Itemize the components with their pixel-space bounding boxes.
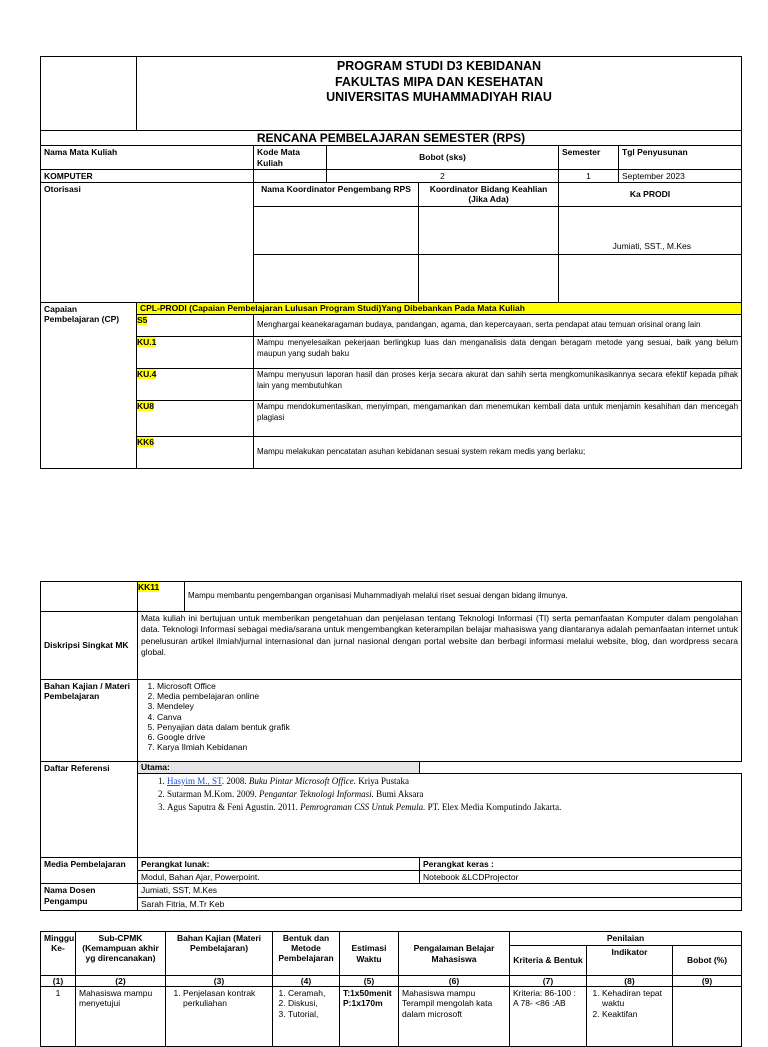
koordinator-label: Nama Koordinator Pengembang RPS [254,182,419,206]
cp-row [41,314,742,336]
lunak-value: Modul, Bahan Ajar, Powerpoint. [138,871,420,884]
list-item: 1. Ceramah, [288,988,336,998]
referensi-cell [138,774,742,858]
cp-code: KU.4 [137,368,157,379]
list-item: 5. Penyajian data dalam bentuk grafik [157,722,738,732]
col-bentuk: Bentuk dan Metode Pembelajaran [273,932,340,976]
col-pengalaman: Pengalaman Belajar Mahasiswa [399,932,510,976]
tgl-label: Tgl Penyusunan [619,146,742,169]
tgl-value: September 2023 [619,169,742,182]
col-penilaian: Penilaian [510,932,742,946]
bahan-list [141,681,738,752]
col-num: (3) [166,976,273,987]
col-bobot: Bobot (%) [673,946,742,976]
deskripsi-text: Mata kuliah ini bertujuan untuk memberikan pengetahuan dan penjelasan tentang Teknologi Informasi (TI) serta pemanfaatan Komputer dalam pengolahan data. Teknologi Informasi sebagai media/sarana untuk mengembangkan keterampilan belajar mahasiswa yang diantaranya adalah pemanfaatan internet untuk penelusuran artikel ilmiah/jurnal internasional dan jurnal nasional dengan portal website dan berbagi informasi melalui website, blog, dan wordpress secara global. [138,612,742,680]
kriteria-text: Kriteria: 86-100 : A 78- <86 :AB [510,987,587,1047]
col-num: (9) [673,976,742,987]
cpl-prodi-header: CPL-PRODI (Capaian Pembelajaran Lulusan Program Studi)Yang Dibebankan Pada Mata Kuliah [137,302,742,314]
col-num: (8) [587,976,673,987]
list-item: 2. Diskusi, [288,998,336,1008]
university-name: UNIVERSITAS MUHAMMADIYAH RIAU [326,90,552,105]
bahan-cell [138,680,742,762]
list-item: 7. Karya Ilmiah Kebidanan [157,742,738,752]
col-num: (5) [340,976,399,987]
cp-row [41,400,742,436]
rps-header-table [40,56,742,469]
cp-text: Menghargai keanekaragaman budaya, pandangan, agama, dan kepercayaan, serta pendapat atau temuan orisinal orang lain [254,314,742,336]
nama-mk-label: Nama Mata Kuliah [41,146,254,169]
keras-value: Notebook &LCDProjector [420,871,742,884]
referensi-label: Daftar Referensi [41,762,138,858]
cp-label-continued [41,582,138,612]
otorisasi-label: Otorisasi [41,182,254,302]
semester-value: 1 [559,169,619,182]
utama-label: Utama: [138,762,420,774]
col-kriteria: Kriteria & Bentuk [510,946,587,976]
koordinator-bidang-label: Koordinator Bidang Keahlian (Jika Ada) [419,182,559,206]
cp-code: KK6 [137,436,155,447]
cp-text: Mampu menyelesaikan pekerjaan berlingkup luas dan menganalisis data dengan beragam metode yang sesuai, baik yang belum maupun yang sudah baku [254,336,742,368]
bahan-label: Bahan Kajian / Materi Pembelajaran [41,680,138,762]
ref1-author-link[interactable]: Hasyim M., ST [167,776,222,786]
dosen-2: Sarah Fitria, M.Tr Keb [138,897,742,910]
bobot-value: 2 [327,169,559,182]
cp-text: Mampu menyusun laporan hasil dan proses kerja secara akurat dan sahih serta mengkomunikasikannya secara efektif kepada pihak lain yang membutuhkan [254,368,742,400]
list-item: 1. Penjelasan kontrak perkuliahan [183,988,269,1008]
logo-cell [41,57,137,131]
cp-code: KK11 [138,582,160,592]
col-num: (2) [76,976,166,987]
table-row [41,987,742,1047]
program-name: PROGRAM STUDI D3 KEBIDANAN [336,59,542,73]
cp-code: KU.1 [137,336,157,347]
keras-label: Perangkat keras : [420,858,742,871]
cp-text: Mampu melakukan pencatatan asuhan kebidanan sesuai system rekam medis yang berlaku; [254,436,742,468]
col-num: (7) [510,976,587,987]
cp-row [41,336,742,368]
list-item: 4. Canva [157,712,738,722]
list-item: 2. Keaktifan [602,1009,669,1019]
koordinator-extra [254,254,419,302]
list-item: 3. Agus Saputra & Feni Agustin. 2011. Pemrograman CSS Untuk Pemula. PT. Elex Media Komputindo Jakarta. [167,801,738,814]
col-num: (6) [399,976,510,987]
col-num: (1) [41,976,76,987]
cp-code: S5 [137,314,148,325]
col-sub-cpmk: Sub-CPMK (Kemampuan akhir yg direncanakan) [76,932,166,976]
cp-code: KU8 [137,400,155,411]
column-number-row [41,976,742,987]
cp-text: Mampu membantu pengembangan organisasi Muhammadiyah melalui riset sesuai dengan bidang ilmunya. [185,582,742,612]
nama-mk-value: KOMPUTER [41,169,254,182]
rps-title: RENCANA PEMBELAJARAN SEMESTER (RPS) [41,131,742,146]
list-item: 2. Media pembelajaran online [157,691,738,701]
col-num: (4) [273,976,340,987]
list-item: 1. Microsoft Office [157,681,738,691]
lunak-label: Perangkat lunak: [138,858,420,871]
koordinator-signature [254,206,419,254]
list-item: 3. Tutorial, [288,1009,336,1019]
col-bahan: Bahan Kajian (Materi Pembelajaran) [166,932,273,976]
col-minggu: Minggu Ke- [41,932,76,976]
kode-mk-label: Kode Mata Kuliah [254,146,327,169]
col-estimasi: Estimasi Waktu [340,932,399,976]
faculty-name: FAKULTAS MIPA DAN KESEHATAN [334,74,544,89]
week-number: 1 [41,987,76,1047]
bobot-text [673,987,742,1047]
list-item: 1. Hasyim M., ST. 2008. Buku Pintar Microsoft Office. Kriya Pustaka [167,775,738,788]
semester-label: Semester [559,146,619,169]
dosen-1: Jumiati, SST, M.Kes [138,884,742,897]
koordinator-bidang-extra [419,254,559,302]
list-item: 6. Google drive [157,732,738,742]
list-item: 3. Mendeley [157,701,738,711]
dosen-label: Nama Dosen Pengampu [41,884,138,910]
referensi-list [141,775,738,814]
ka-prodi-label: Ka PRODI [559,182,742,206]
schedule-table [40,931,742,1047]
institution-header [137,57,742,131]
list-item: 2. Sutarman M.Kom. 2009. Pengantar Teknologi Informasi. Bumi Aksara [167,788,738,801]
media-label: Media Pembelajaran [41,858,138,884]
cp-row [41,368,742,400]
bobot-label: Bobot (sks) [327,146,559,169]
kode-mk-value [254,169,327,182]
ka-prodi-extra [559,254,742,302]
col-indikator: Indikator [587,946,673,976]
ka-prodi-name: Jumiati, SST., M.Kes [559,206,742,254]
deskripsi-label: Diskripsi Singkat MK [41,612,138,680]
rps-detail-table [40,581,742,911]
cp-row [41,436,742,468]
pengalaman-text: Mahasiswa mampu Terampil mengolah kata dalam microsoft [399,987,510,1047]
estimasi-text: T:1x50menit P:1x170m [340,987,399,1047]
sub-cpmk-text: Mahasiswa mampu menyetujui [76,987,166,1047]
cp-label: Capaian Pembelajaran (CP) [41,302,137,468]
list-item: 1. Kehadiran tepat waktu [602,988,669,1008]
cp-text: Mampu mendokumentasikan, menyimpan, mengamankan dan menemukan kembali data untuk menjamin kesahihan dan mencegah plagiasi [254,400,742,436]
koordinator-bidang-signature [419,206,559,254]
